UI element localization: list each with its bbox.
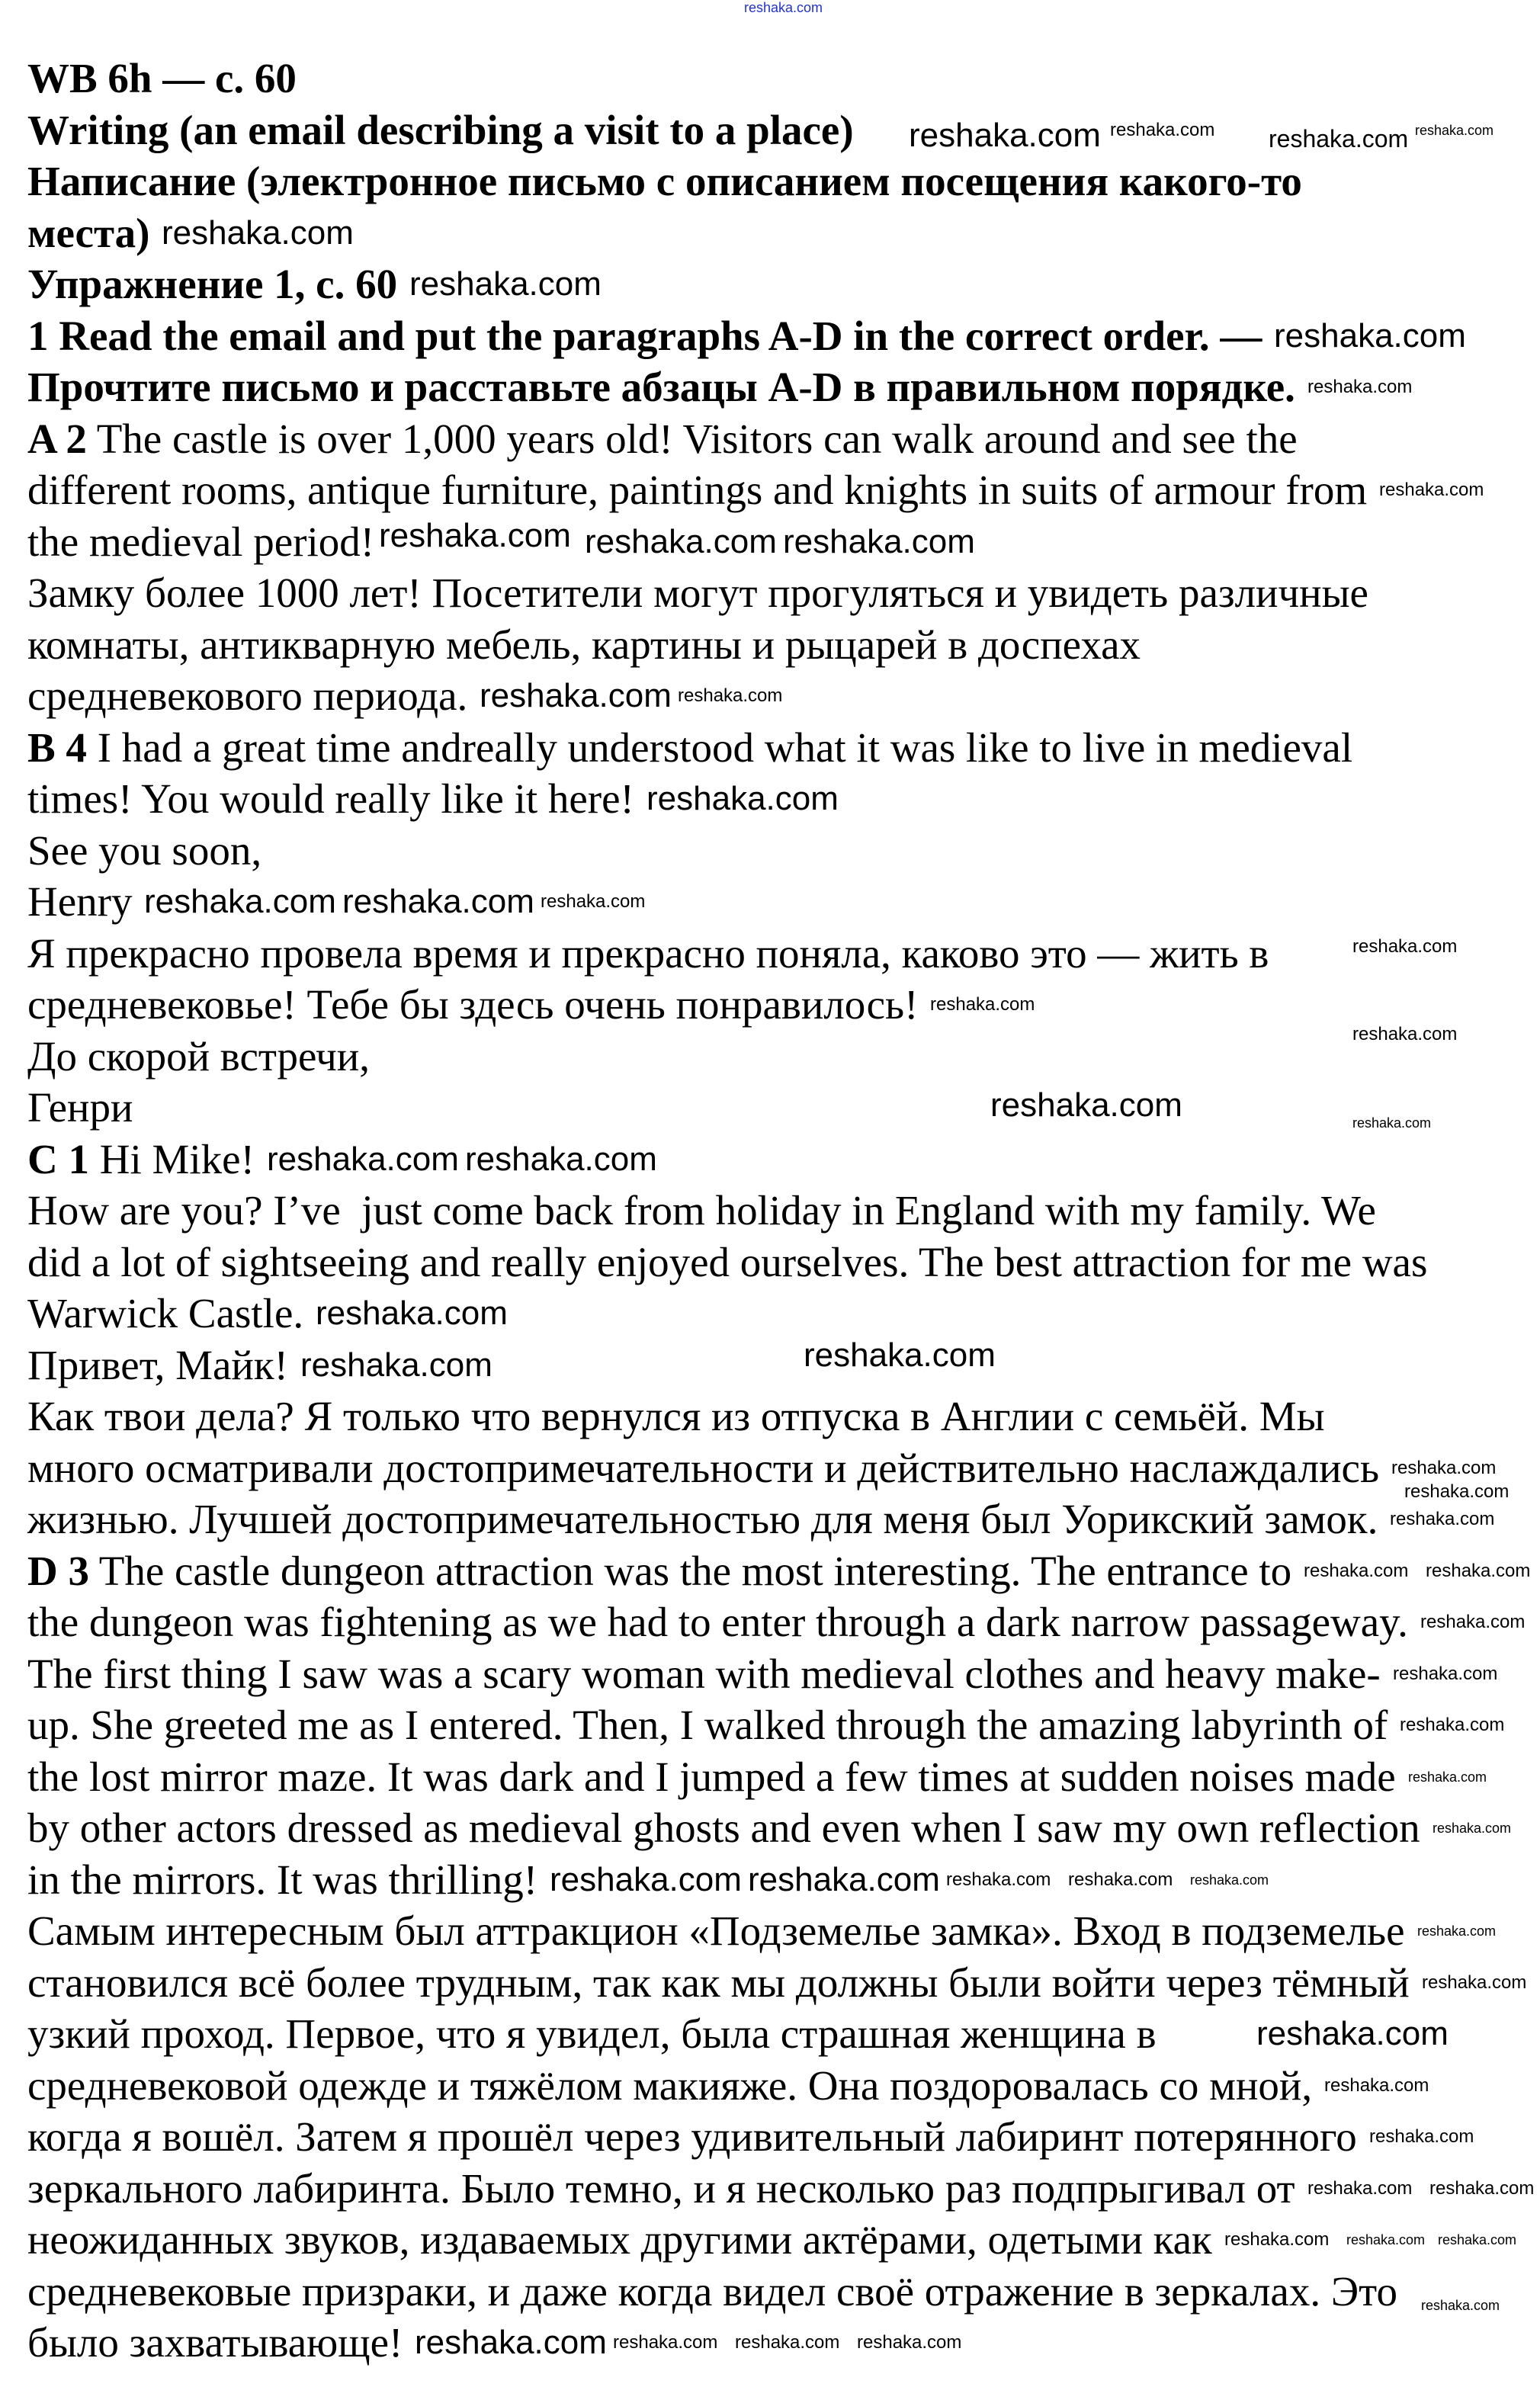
text-line bbox=[27, 1134, 255, 1185]
watermark: reshaka.com bbox=[1352, 1024, 1458, 1044]
watermark: reshaka.com bbox=[735, 2332, 840, 2353]
watermark: reshaka.com bbox=[1400, 1715, 1505, 1735]
line-text: The castle dungeon attraction was the most interesting. The entrance to bbox=[88, 1547, 1292, 1594]
text-line bbox=[27, 1546, 1291, 1596]
watermark: reshaka.com bbox=[144, 883, 336, 920]
text-line bbox=[27, 517, 374, 567]
line-text: the lost mirror maze. It was dark and I jumped a few times at sudden noises made bbox=[27, 1753, 1396, 1800]
page-title: WB 6h — с. 60 bbox=[27, 55, 297, 101]
watermark: reshaka.com bbox=[646, 780, 839, 817]
text-line bbox=[27, 671, 467, 721]
text-line bbox=[27, 980, 918, 1030]
text-line bbox=[27, 1958, 1410, 2008]
line-text: times! You would really like it here! bbox=[27, 775, 634, 822]
text-line bbox=[27, 414, 1298, 464]
line-text: становился всё более трудным, так как мы должны были войти через тёмный bbox=[27, 1959, 1410, 2006]
watermark: reshaka.com bbox=[1274, 317, 1466, 355]
watermark: reshaka.com bbox=[1415, 123, 1494, 138]
text-line bbox=[27, 1083, 133, 1133]
watermark: reshaka.com bbox=[1421, 2298, 1500, 2313]
line-text: the dungeon was fightening as we had to enter through a dark narrow passageway. bbox=[27, 1599, 1408, 1645]
line-text: The first thing I saw was a scary woman with medieval clothes and heavy make- bbox=[27, 1650, 1381, 1697]
line-text: средневекового периода. bbox=[27, 672, 468, 719]
watermark: reshaka.com bbox=[930, 994, 1035, 1015]
text-line bbox=[27, 2215, 1212, 2265]
heading-line: Writing (an email describing a visit to a place) bbox=[27, 106, 854, 153]
text-line bbox=[27, 1906, 1405, 1956]
line-text: up. She greeted me as I entered. Then, I walked through the amazing labyrinth of bbox=[27, 1702, 1388, 1748]
watermark: reshaka.com bbox=[748, 1861, 940, 1898]
watermark: reshaka.com bbox=[1404, 1481, 1510, 1502]
watermark: reshaka.com bbox=[415, 2324, 607, 2361]
line-text: by other actors dressed as medieval ghosts and even when I saw my own reflection bbox=[27, 1805, 1420, 1851]
text-line bbox=[27, 1649, 1381, 1699]
watermark: reshaka.com bbox=[1324, 2075, 1429, 2096]
line-text: Как твои дела? Я только что вернулся из отпуска в Англии с семьёй. Мы bbox=[27, 1393, 1325, 1439]
watermark: reshaka.com bbox=[465, 1141, 657, 1178]
watermark: reshaka.com bbox=[857, 2332, 962, 2353]
line-text: See you soon, bbox=[27, 826, 262, 874]
line-text: было захватывающе! bbox=[27, 2319, 403, 2366]
watermark: reshaka.com bbox=[1307, 2178, 1413, 2199]
text-line bbox=[27, 929, 1269, 979]
line-text: the medieval period! bbox=[27, 518, 375, 565]
text-line bbox=[27, 1597, 1408, 1647]
line-text: Henry bbox=[27, 878, 133, 925]
watermark: reshaka.com bbox=[1438, 2232, 1517, 2247]
watermark: reshaka.com bbox=[1256, 2015, 1449, 2052]
watermark: reshaka.com bbox=[342, 883, 534, 920]
line-text: Самым интересным был аттракцион «Подземелье замка». Вход в подземелье bbox=[27, 1907, 1405, 1954]
watermark: reshaka.com bbox=[1346, 2232, 1426, 2247]
watermark: reshaka.com bbox=[316, 1295, 508, 1332]
paragraph-label: C 1 bbox=[27, 1135, 89, 1182]
watermark: reshaka.com bbox=[1422, 1972, 1527, 1993]
watermark: reshaka.com bbox=[1269, 125, 1409, 152]
watermark: reshaka.com bbox=[585, 523, 777, 560]
watermark: reshaka.com bbox=[379, 517, 571, 554]
watermark: reshaka.com bbox=[1110, 120, 1215, 140]
paragraph-label: D 3 bbox=[27, 1547, 89, 1594]
line-text: Привет, Майк! bbox=[27, 1341, 288, 1388]
text-line bbox=[27, 2009, 1157, 2059]
line-text: Hi Mike! bbox=[88, 1135, 255, 1182]
line-text: different rooms, antique furniture, paintings and knights in suits of armour from bbox=[27, 467, 1368, 513]
text-line bbox=[27, 1185, 1376, 1236]
line-text: Я прекрасно провела время и прекрасно поняла, каково это — жить в bbox=[27, 929, 1269, 977]
text-line bbox=[27, 1494, 1378, 1545]
watermark: reshaka.com bbox=[1379, 480, 1484, 500]
watermark: reshaka.com bbox=[1408, 1769, 1487, 1785]
watermark: reshaka.com bbox=[1426, 1561, 1531, 1581]
text-line bbox=[27, 2267, 1397, 2317]
watermark: reshaka.com bbox=[1190, 1872, 1269, 1888]
text-line bbox=[27, 2164, 1295, 2214]
line-text: I had a great time andreally understood what it was like to live in medieval bbox=[86, 723, 1353, 771]
line-text: До скорой встречи, bbox=[27, 1032, 370, 1080]
text-line bbox=[27, 1340, 288, 1391]
watermark: reshaka.com bbox=[1393, 1663, 1498, 1684]
watermark: reshaka.com bbox=[409, 265, 602, 303]
line-text: жизнью. Лучшей достопримечательностью для меня был Уорикский замок. bbox=[27, 1496, 1378, 1542]
watermark: reshaka.com bbox=[1433, 1821, 1512, 1836]
watermark: reshaka.com bbox=[300, 1346, 492, 1384]
watermark: reshaka.com bbox=[946, 1869, 1051, 1890]
watermark: reshaka.com bbox=[162, 214, 354, 252]
text-line bbox=[27, 568, 1368, 618]
text-line bbox=[27, 1288, 303, 1339]
text-line bbox=[27, 774, 634, 824]
text-line bbox=[27, 826, 261, 876]
watermark: reshaka.com bbox=[1304, 1561, 1409, 1581]
line-text: Генри bbox=[27, 1084, 133, 1131]
text-line bbox=[27, 1391, 1325, 1442]
line-text: did a lot of sightseeing and really enjoyed ourselves. The best attraction for me was bbox=[27, 1238, 1428, 1285]
watermark: reshaka.com bbox=[1391, 1458, 1497, 1478]
watermark: reshaka.com bbox=[783, 523, 975, 560]
text-line bbox=[27, 877, 132, 927]
text-line bbox=[27, 723, 1352, 773]
text-line bbox=[27, 1803, 1420, 1853]
line-text: The castle is over 1,000 years old! Visitors can walk around and see the bbox=[86, 415, 1298, 462]
text-line bbox=[27, 1237, 1427, 1288]
watermark: reshaka.com bbox=[744, 0, 823, 15]
heading-line: Упражнение 1, с. 60 bbox=[27, 261, 398, 307]
watermark: reshaka.com bbox=[1369, 2126, 1474, 2147]
watermark: reshaka.com bbox=[1352, 1115, 1432, 1131]
watermark: reshaka.com bbox=[267, 1141, 459, 1178]
paragraph-label: A 2 bbox=[27, 415, 87, 462]
heading-line: места) bbox=[27, 209, 150, 256]
watermark: reshaka.com bbox=[1224, 2229, 1330, 2250]
watermark: reshaka.com bbox=[1420, 1612, 1526, 1632]
paragraph-label: B 4 bbox=[27, 723, 87, 771]
watermark: reshaka.com bbox=[1417, 1923, 1497, 1939]
line-text: средневековые призраки, и даже когда видел своё отражение в зеркалах. Это bbox=[27, 2267, 1397, 2315]
watermark: reshaka.com bbox=[1429, 2178, 1535, 2199]
line-text: How are you? I’ve just come back from holiday in England with my family. We bbox=[27, 1187, 1376, 1234]
text-line bbox=[27, 2112, 1357, 2162]
watermark: reshaka.com bbox=[1390, 1509, 1495, 1529]
text-line bbox=[27, 2061, 1312, 2111]
watermark: reshaka.com bbox=[1307, 377, 1413, 397]
text-line bbox=[27, 1752, 1396, 1802]
line-text: средневековой одежде и тяжёлом макияже. Она поздоровалась со мной, bbox=[27, 2061, 1313, 2109]
watermark: reshaka.com bbox=[804, 1336, 996, 1374]
line-text: когда я вошёл. Затем я прошёл через удивительный лабиринт потерянного bbox=[27, 2113, 1357, 2160]
text-line bbox=[27, 620, 1141, 670]
text-line bbox=[27, 1855, 537, 1905]
watermark: reshaka.com bbox=[480, 677, 672, 714]
watermark: reshaka.com bbox=[541, 891, 646, 912]
text-line bbox=[27, 1700, 1388, 1750]
heading-line: 1 Read the email and put the paragraphs A-D in the correct order. — bbox=[27, 312, 1262, 359]
text-line bbox=[27, 1031, 370, 1082]
watermark: reshaka.com bbox=[990, 1086, 1182, 1124]
line-text: Замку более 1000 лет! Посетители могут прогуляться и увидеть различные bbox=[27, 569, 1368, 616]
watermark: reshaka.com bbox=[1352, 936, 1458, 957]
watermark: reshaka.com bbox=[550, 1861, 742, 1898]
line-text: зеркального лабиринта. Было темно, и я несколько раз подпрыгивал от bbox=[27, 2164, 1295, 2212]
heading-line: Прочтите письмо и расставьте абзацы A-D в правильном порядке. bbox=[27, 364, 1295, 410]
line-text: in the mirrors. It was thrilling! bbox=[27, 1856, 538, 1903]
line-text: неожиданных звуков, издаваемых другими актёрами, одетыми как bbox=[27, 2216, 1212, 2263]
watermark: reshaka.com bbox=[909, 117, 1101, 154]
line-text: узкий проход. Первое, что я увидел, была страшная женщина в bbox=[27, 2010, 1157, 2057]
line-text: много осматривали достопримечательности и действительно наслаждались bbox=[27, 1444, 1380, 1491]
watermark: reshaka.com bbox=[613, 2332, 718, 2353]
text-line bbox=[27, 1443, 1379, 1493]
heading-line: Написание (электронное письмо с описанием посещения какого-то bbox=[27, 158, 1302, 204]
watermark: reshaka.com bbox=[1068, 1869, 1173, 1890]
text-line bbox=[27, 465, 1367, 515]
line-text: комнаты, антикварную мебель, картины и рыцарей в доспехах bbox=[27, 621, 1141, 668]
line-text: средневековье! Тебе бы здесь очень понравилось! bbox=[27, 981, 919, 1028]
line-text: Warwick Castle. bbox=[27, 1290, 304, 1336]
watermark: reshaka.com bbox=[678, 685, 783, 706]
text-line bbox=[27, 2318, 403, 2368]
